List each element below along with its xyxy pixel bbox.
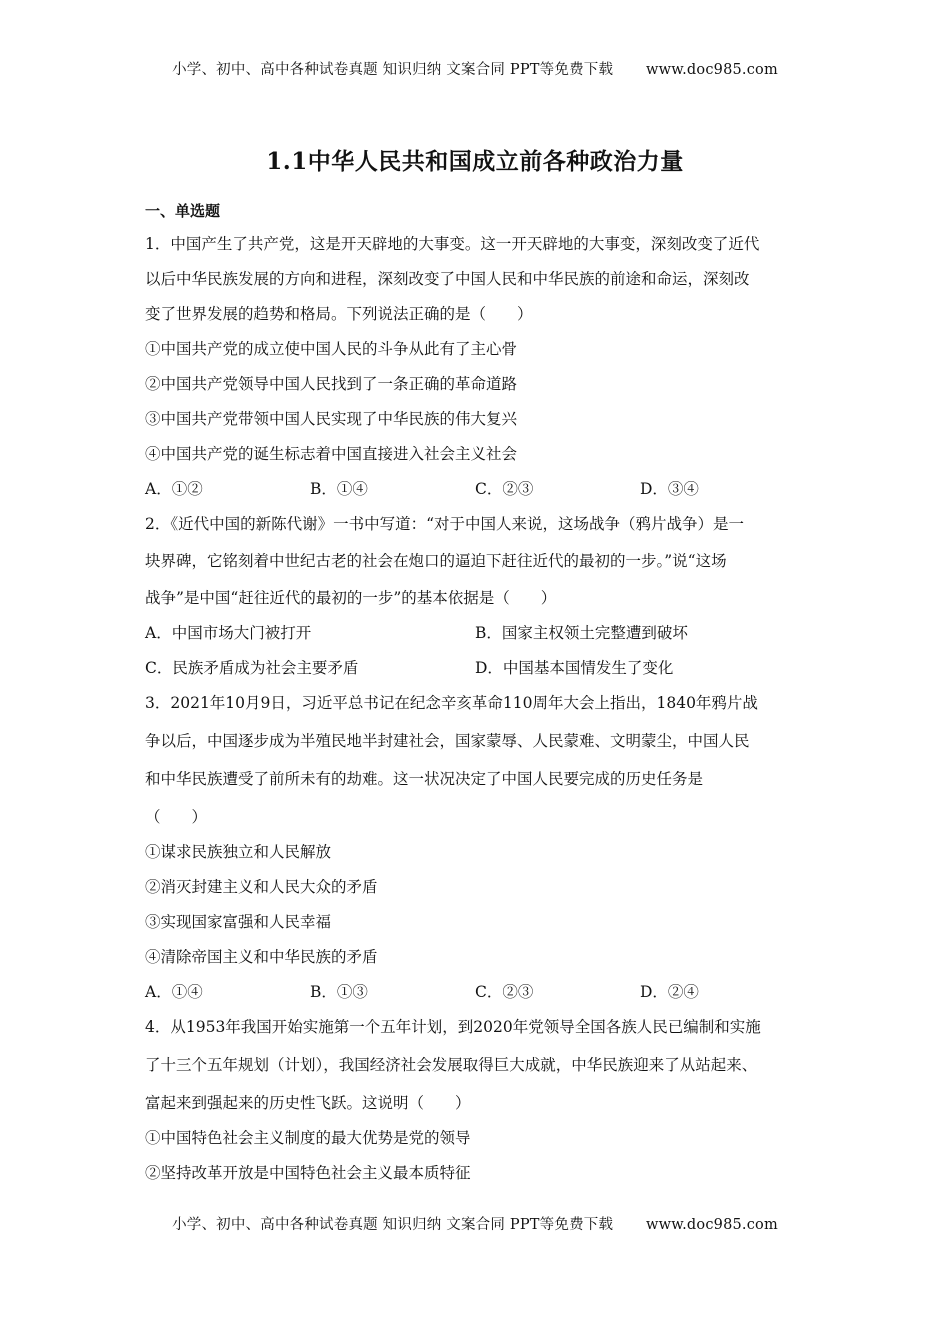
option-a[interactable]: A．①② [145, 480, 203, 498]
option-c[interactable]: C．民族矛盾成为社会主要矛盾 [145, 659, 359, 677]
answer-options [145, 478, 815, 501]
statement-item: ①中国共产党的成立使中国人民的斗争从此有了主心骨 [145, 340, 518, 358]
question-1 [145, 233, 815, 501]
option-b[interactable]: B．国家主权领土完整遭到破坏 [475, 624, 688, 642]
page-footer [0, 1213, 950, 1234]
footer-text: 小学、初中、高中各种试卷真题 知识归纳 文案合同 PPT等免费下载 [172, 1217, 614, 1233]
option-a[interactable]: A．①④ [145, 983, 203, 1001]
statement-item: ④清除帝国主义和中华民族的矛盾 [145, 948, 378, 966]
statement-item: ③实现国家富强和人民幸福 [145, 913, 332, 931]
question-stem-line: 4．从1953年我国开始实施第一个五年计划，到2020年党领导全国各族人民已编制和实施 [145, 1018, 761, 1036]
header-text: 小学、初中、高中各种试卷真题 知识归纳 文案合同 PPT等免费下载 [172, 62, 614, 78]
question-4 [145, 1016, 815, 1185]
question-2 [145, 513, 815, 680]
question-stem-line: 和中华民族遭受了前所未有的劫难。这一状况决定了中国人民要完成的历史任务是 [145, 770, 704, 788]
question-stem-line: 2．《近代中国的新陈代谢》一书中写道：“对于中国人来说，这场战争（鸦片战争）是一 [145, 515, 745, 533]
option-d[interactable]: D．③④ [640, 480, 699, 498]
answer-options [145, 657, 815, 680]
statement-item: ③中国共产党带领中国人民实现了中华民族的伟大复兴 [145, 410, 518, 428]
answer-blank: （ ） [145, 808, 208, 826]
option-c[interactable]: C．②③ [475, 983, 534, 1001]
option-b[interactable]: B．①③ [310, 983, 368, 1001]
footer-site-link[interactable]: www.doc985.com [645, 1217, 778, 1233]
question-stem-line: 块界碑，它铭刻着中世纪古老的社会在炮口的逼迫下赶往近代的最初的一步。”说“这场 [145, 552, 727, 570]
section-heading: 一、单选题 [145, 202, 221, 220]
answer-options [145, 981, 815, 1004]
header-site-link[interactable]: www.doc985.com [645, 62, 778, 78]
statement-item: ①中国特色社会主义制度的最大优势是党的领导 [145, 1129, 471, 1147]
question-stem-line: 了十三个五年规划（计划），我国经济社会发展取得巨大成就，中华民族迎来了从站起来、 [145, 1056, 758, 1074]
statement-item: ②消灭封建主义和人民大众的矛盾 [145, 878, 378, 896]
question-stem-line: 战争”是中国“赶往近代的最初的一步”的基本依据是（ ） [145, 589, 557, 607]
question-stem-line: 富起来到强起来的历史性飞跃。这说明（ ） [145, 1094, 471, 1112]
option-c[interactable]: C．②③ [475, 480, 534, 498]
option-b[interactable]: B．①④ [310, 480, 368, 498]
statement-item: ①谋求民族独立和人民解放 [145, 843, 332, 861]
question-stem-line: 争以后，中国逐步成为半殖民地半封建社会，国家蒙辱、人民蒙难、文明蒙尘，中国人民 [145, 732, 750, 750]
question-stem-line: 以后中华民族发展的方向和进程，深刻改变了中国人民和中华民族的前途和命运，深刻改 [145, 270, 750, 288]
option-d[interactable]: D．②④ [640, 983, 699, 1001]
question-stem-line: 变了世界发展的趋势和格局。下列说法正确的是（ ） [145, 305, 533, 323]
question-stem-line: 3．2021年10月9日，习近平总书记在纪念辛亥革命110周年大会上指出，1840年鸦片战 [145, 694, 758, 712]
option-a[interactable]: A．中国市场大门被打开 [145, 624, 312, 642]
answer-options [145, 622, 815, 645]
page-header [0, 58, 950, 79]
question-stem-line: 1．中国产生了共产党，这是开天辟地的大事变。这一开天辟地的大事变，深刻改变了近代 [145, 235, 760, 253]
question-list [145, 228, 815, 1185]
question-3 [145, 692, 815, 1004]
statement-item: ④中国共产党的诞生标志着中国直接进入社会主义社会 [145, 445, 518, 463]
document-title: 1.1中华人民共和国成立前各种政治力量 [266, 148, 684, 175]
statement-item: ②坚持改革开放是中国特色社会主义最本质特征 [145, 1164, 471, 1182]
statement-item: ②中国共产党领导中国人民找到了一条正确的革命道路 [145, 375, 518, 393]
option-d[interactable]: D．中国基本国情发生了变化 [475, 659, 674, 677]
